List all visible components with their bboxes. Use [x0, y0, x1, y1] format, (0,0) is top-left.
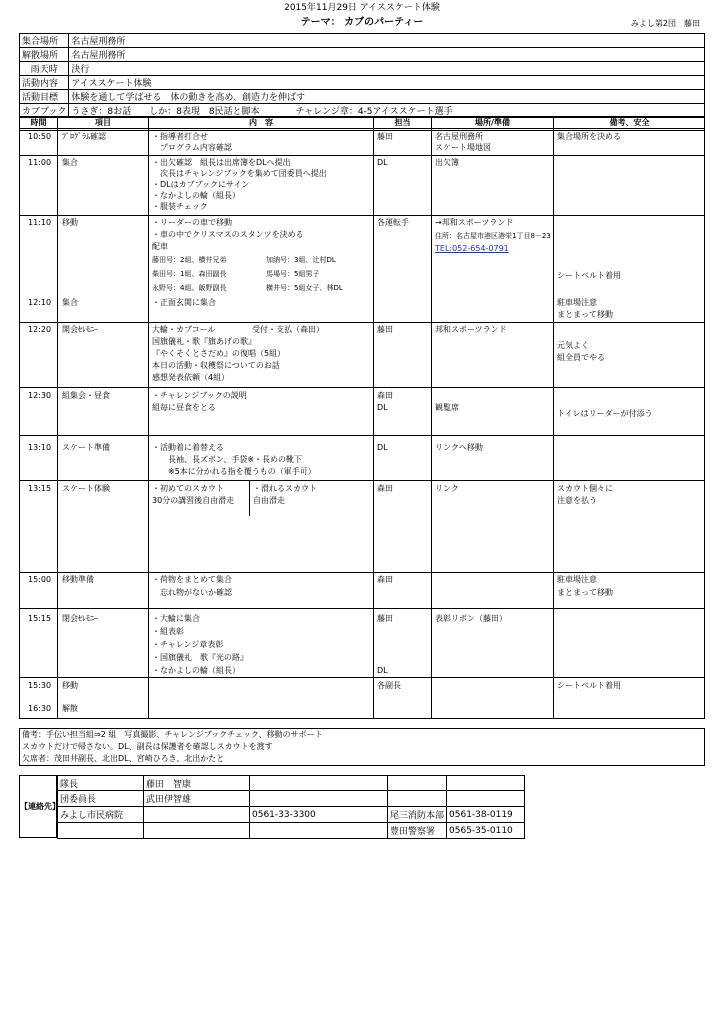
info-row: [20, 62, 705, 76]
info-row: [20, 34, 705, 48]
info-value: 決行: [69, 62, 705, 76]
row-content: ・なかよしの輪（組長）: [152, 666, 240, 675]
row-place: 住所：名古屋市港区港栄1丁目8－23: [435, 232, 551, 240]
row-item: スケート準備: [62, 443, 110, 452]
info-table: [19, 33, 705, 118]
row-note: シートベルト着用: [557, 681, 621, 690]
row-time: 12:20: [28, 325, 52, 334]
row-item: 集合: [62, 298, 78, 307]
contact-org: 豊田警察署: [388, 823, 447, 839]
row-place: スケート場地図: [435, 143, 491, 152]
contact-org: [388, 791, 447, 807]
row-note: 組全員でやる: [557, 353, 605, 362]
row-place: 邦和スポーツランド: [435, 325, 507, 334]
row-note: スカウト個々に: [557, 484, 613, 493]
header-item: 項目: [95, 118, 111, 127]
row-content-side: ・滑れるスカウト: [253, 484, 317, 493]
row-content: ・車の中でクリスマスのスタンツを決める: [152, 230, 304, 239]
row-staff: 藤田: [377, 132, 393, 141]
row-note: まとまって移動: [557, 588, 613, 597]
row-item: 移動: [62, 681, 78, 690]
header-place: 場所/準備: [475, 118, 510, 127]
row-content: 配車: [152, 242, 168, 251]
row-content: ・リーダーの車で移動: [152, 218, 232, 227]
contact-phone: [250, 791, 388, 807]
row-note: 元気よく: [557, 341, 589, 350]
row-item: 解散: [62, 704, 78, 713]
row-staff: 各副長: [377, 681, 401, 690]
contact-phone: [447, 791, 525, 807]
contact-role: 団委員長: [58, 791, 144, 807]
row-item: 集合: [62, 158, 78, 167]
row-note: 集合場所を決める: [557, 132, 621, 141]
contact-row: [58, 823, 525, 839]
contact-org: [388, 776, 447, 791]
info-label: カブブック: [20, 104, 69, 118]
contact-phone: 0561-38-0119: [447, 807, 525, 823]
contact-phone: 0561-33-3300: [250, 807, 388, 823]
row-staff: 各運転手: [377, 218, 409, 227]
row-content: ・活動着に着替える: [152, 443, 224, 452]
remark-line: スカウトだけで帰さない。DL、副長は保護者を確認しスカウトを渡す: [22, 742, 273, 751]
info-row: [20, 48, 705, 62]
car-assignment: 加納号：3組、辻村DL: [266, 256, 336, 264]
row-place: リンク: [435, 484, 459, 493]
row-note: 駐車場注意: [557, 575, 597, 584]
row-item: 移動準備: [62, 575, 94, 584]
row-staff: 森田: [377, 391, 393, 400]
content-divider: [249, 480, 250, 516]
row-time: 13:15: [28, 484, 52, 493]
row-time: 12:30: [28, 391, 52, 400]
header-note: 備考、安全: [609, 118, 650, 127]
info-label: 活動目標: [20, 90, 69, 104]
info-label: 解散場所: [20, 48, 69, 62]
header-time: 時間: [30, 118, 47, 127]
row-content: 本日の活動・収穫祭についてのお話: [152, 361, 280, 370]
unit-name: みよし第2団 藤田: [630, 19, 700, 28]
row-content: 組毎に昼食をとる: [152, 403, 216, 412]
contact-phone: 0565-35-0110: [447, 823, 525, 839]
info-value: 名古屋刑務所: [69, 34, 705, 48]
row-time: 15:00: [28, 575, 52, 584]
row-content: ・DLはカブブックにサイン: [152, 180, 250, 189]
info-value: 体験を通して学ばせる 体の動きを高め、創造力を伸ばす: [69, 90, 705, 104]
info-value: アイススケート体験: [69, 76, 705, 90]
car-assignment: 永野号：4組、飯野副長: [152, 284, 227, 292]
theme-title: テーマ： カブのパーティー: [300, 17, 424, 28]
row-time: 12:10: [28, 298, 52, 307]
row-content: ・チャレンジブックの説明: [152, 391, 247, 400]
row-note: 駐車場注意: [557, 298, 597, 307]
row-content: 忘れ物がないか確認: [152, 588, 232, 597]
info-value: 名古屋刑務所: [69, 48, 705, 62]
row-place: 表彰リボン（藤田）: [435, 614, 507, 623]
info-value: うさぎ：8お話 しか：8表現 8民話と脚本 チャレンジ章：4-5アイススケート選手: [69, 104, 705, 118]
contact-phone: [250, 823, 388, 839]
header-staff: 担当: [394, 118, 411, 127]
row-staff: 藤田: [377, 325, 393, 334]
info-label: 雨天時: [20, 62, 69, 76]
contact-phone: [447, 776, 525, 791]
row-item: 開会ｾﾚﾓﾆｰ: [62, 325, 98, 334]
row-content: ・出欠確認 組長は出席簿をDLへ提出: [152, 158, 291, 167]
contact-row: [58, 791, 525, 807]
row-staff: DL: [377, 403, 388, 412]
document-title: 2015年11月29日 アイススケート体験: [284, 3, 440, 13]
car-assignment: 横井号：5組女子、林DL: [266, 284, 343, 292]
schedule-table: [19, 116, 705, 719]
row-content: プログラム内容確認: [152, 143, 232, 152]
remarks-box: [19, 728, 705, 766]
row-content: ※5本に分かれる指を覆うもの（軍手可）: [160, 467, 316, 476]
row-content-side: 受付・支払（森田）: [252, 325, 324, 334]
contact-row: [58, 776, 525, 791]
car-assignment: 藤田号：2組、横井兄弟: [152, 256, 227, 264]
row-content: 国旗儀礼・歌『旗あげの歌』: [152, 337, 256, 346]
header-content: 内 容: [249, 118, 273, 127]
row-item: ﾌﾟﾛｸﾞﾗﾑ確認: [62, 132, 106, 141]
row-place: 出欠簿: [435, 158, 459, 167]
row-content: 次長はチャレンジブックを集めて団委員へ提出: [152, 169, 327, 178]
row-content: ・国旗儀礼 歌『光の路』: [152, 653, 248, 662]
row-content: ・荷物をまとめて集合: [152, 575, 232, 584]
row-place: 名古屋刑務所: [435, 132, 483, 141]
info-label: 集合場所: [20, 34, 69, 48]
row-staff: 森田: [377, 484, 393, 493]
contact-label: 【連絡先】: [19, 775, 57, 838]
row-content: ・服装チェック: [152, 202, 208, 211]
info-row: [20, 76, 705, 90]
row-content: ・正面玄関に集合: [152, 298, 216, 307]
contact-org: みよし市民病院: [58, 807, 144, 823]
row-content: 感想発表依頼（4組）: [152, 373, 230, 382]
row-note: まとまって移動: [557, 310, 613, 319]
contact-row: [58, 807, 525, 823]
contact-name: [144, 823, 250, 839]
row-content: ・指導者打合せ: [152, 132, 208, 141]
row-staff: 森田: [377, 575, 393, 584]
row-time: 16:30: [28, 704, 52, 713]
row-note: 注意を払う: [557, 496, 597, 505]
remark-line: 欠席者：茂田井副長、北出DL、宮崎ひろき、北出かたと: [22, 754, 225, 763]
contact-table: [57, 775, 525, 839]
info-label: 活動内容: [20, 76, 69, 90]
row-time: 15:15: [28, 614, 52, 623]
row-content: 長袖、長ズボン、手袋※・長めの靴下: [160, 455, 303, 464]
row-item: 閉会ｾﾚﾓﾆｰ: [62, 614, 98, 623]
row-item: スケート体験: [62, 484, 110, 493]
row-staff: DL: [377, 666, 388, 675]
row-place: リンクへ移動: [435, 443, 483, 452]
car-assignment: 馬場号：5組男子: [266, 270, 320, 278]
row-content: ・チャレンジ章表彰: [152, 640, 224, 649]
row-time: 10:50: [28, 132, 52, 141]
row-note: シートベルト着用: [557, 271, 621, 280]
contact-name: 武田伊智雄: [144, 791, 250, 807]
row-staff: DL: [377, 158, 388, 167]
row-content-side: 自由滑走: [253, 496, 285, 505]
row-time: 11:00: [28, 158, 52, 167]
row-content: ・なかよしの輪（組長）: [152, 191, 240, 200]
row-time: 15:30: [28, 681, 52, 690]
contact-org: [58, 823, 144, 839]
row-content: ・大輪に集合: [152, 614, 200, 623]
contact-name: [144, 807, 250, 823]
row-item: 組集会・昼食: [62, 391, 110, 400]
row-time: 13:10: [28, 443, 52, 452]
row-place: 観覧席: [435, 403, 459, 412]
car-assignment: 柴田号：1組、森田副長: [152, 270, 227, 278]
info-row: [20, 90, 705, 104]
row-time: 11:10: [28, 218, 52, 227]
row-staff: DL: [377, 443, 388, 452]
row-note: トイレはリーダーが付添う: [557, 409, 653, 418]
row-content: 大輪・カブコール: [152, 325, 216, 334]
remark-line: 備考：手伝い担当組⇒2 組 写真撮影、チャレンジブックチェック、移動のサポート: [22, 730, 323, 739]
row-place: →邦和スポーツランド: [435, 218, 514, 227]
contact-org: 尾三消防本部: [388, 807, 447, 823]
row-content: ・初めてのスカウト: [152, 484, 224, 493]
contact-phone: [250, 776, 388, 791]
phone-link[interactable]: TEL:052-654-0791: [435, 244, 509, 253]
row-item: 移動: [62, 218, 78, 227]
contact-role: 隊長: [58, 776, 144, 791]
row-content: ・組表彰: [152, 627, 184, 636]
row-content: 30分の講習後自由滑走: [152, 496, 235, 505]
contact-name: 藤田 智康: [144, 776, 250, 791]
row-content: 『やくそくとさだめ』の復唱（5組）: [152, 349, 286, 358]
row-staff: 藤田: [377, 614, 393, 623]
